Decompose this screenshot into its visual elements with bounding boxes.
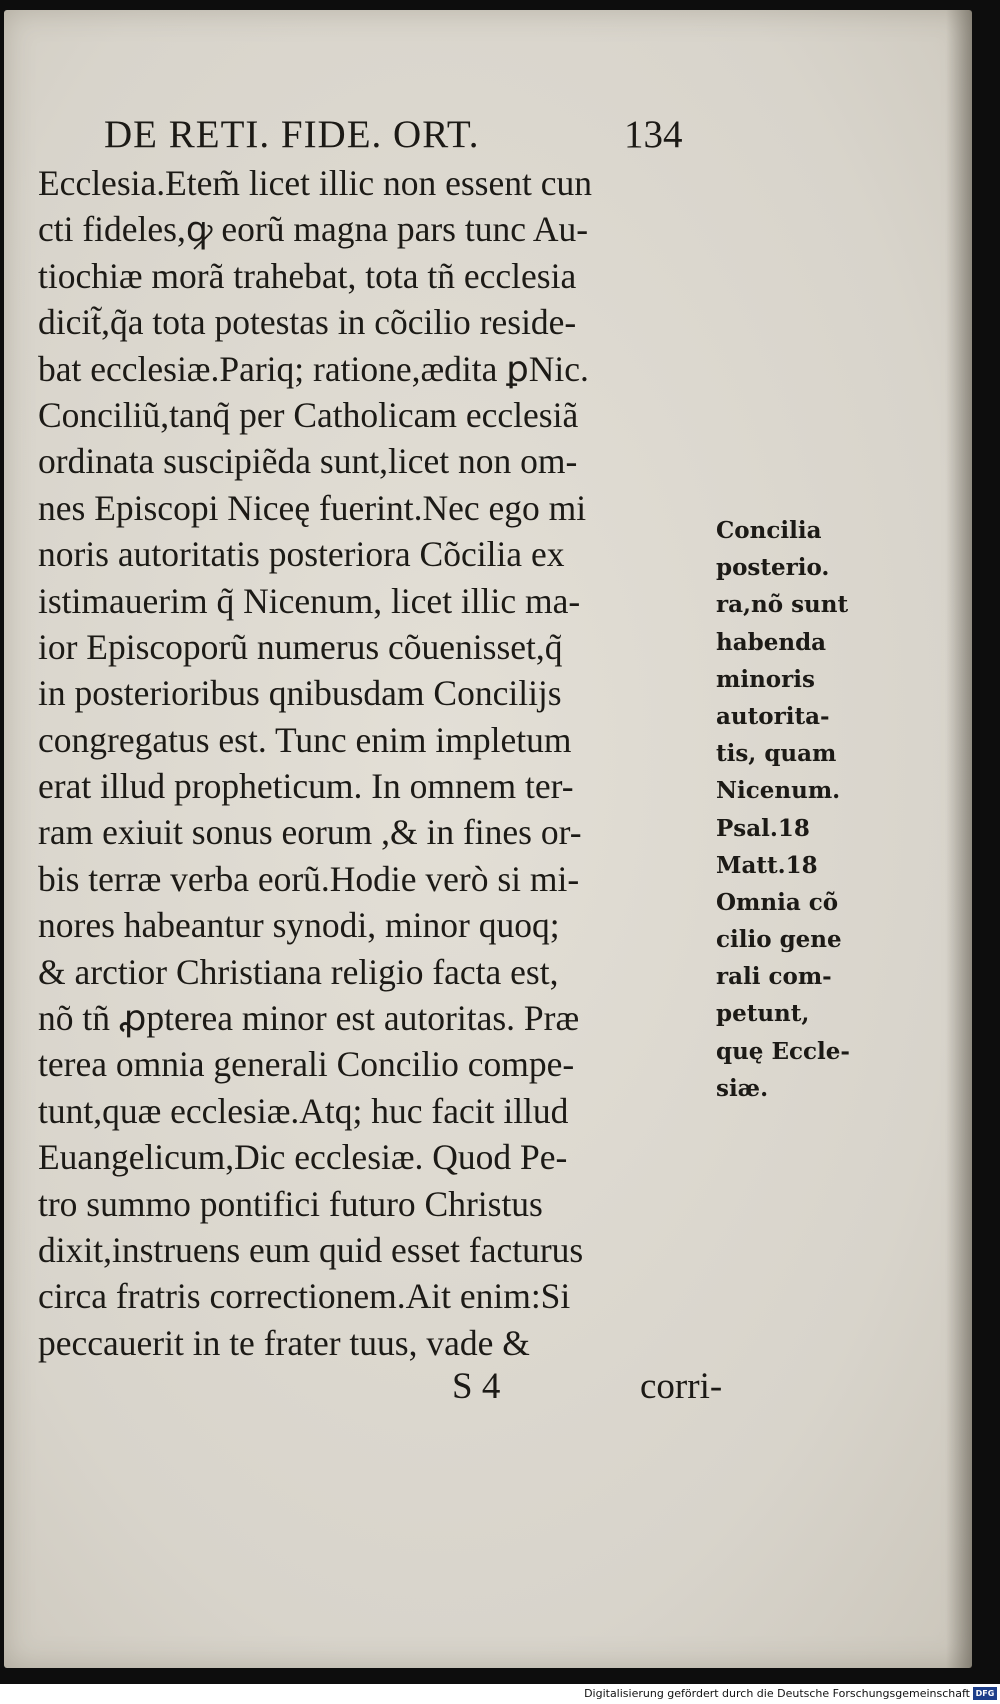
margin-note-line: autorita- xyxy=(716,702,830,730)
margin-note-line: habenda xyxy=(716,628,827,656)
text-line: tiochiæ morã trahebat, tota tñ ecclesia xyxy=(38,255,577,296)
funding-note: Digitalisierung gefördert durch die Deutsche Forschungsgemeinschaft xyxy=(584,1687,970,1700)
text-line: ior Episcoporũ numerus cõuenisset,q̃ xyxy=(38,626,563,667)
text-line: dicit̃,q̃a tota potestas in cõcilio reside- xyxy=(38,302,577,343)
margin-note-line: posterio. xyxy=(716,554,830,582)
text-line: cti fideles,ꝙ eorũ magna pars tunc Au- xyxy=(38,209,589,250)
margin-note-line: quę Eccle- xyxy=(716,1037,850,1065)
running-head: DE RETI. FIDE. ORT. xyxy=(104,113,480,156)
text-line: in posterioribus qnibusdam Concilijs xyxy=(38,673,562,714)
text-line: nores habeantur synodi, minor quoq; xyxy=(38,905,560,946)
text-line: bat ecclesiæ.Pariq; ratione,ædita ꝑNic. xyxy=(38,348,589,389)
margin-note-line: Nicenum. xyxy=(716,777,841,805)
margin-note-line: Concilia xyxy=(716,517,822,544)
margin-note-line: petunt, xyxy=(716,1000,810,1028)
text-line: terea omnia generali Concilio compe- xyxy=(38,1044,575,1085)
text-line: congregatus est. Tunc enim impletum xyxy=(38,719,572,760)
margin-note-line: tis, quam xyxy=(716,740,837,768)
text-line: tunt,quæ ecclesiæ.Atq; huc facit illud xyxy=(38,1090,569,1131)
text-line: tro summo pontifici futuro Christus xyxy=(38,1183,543,1224)
text-line: Euangelicum,Dic ecclesiæ. Quod Pe- xyxy=(38,1137,568,1178)
text-line: circa fratris correctionem.Ait enim:Si xyxy=(38,1276,571,1317)
margin-note-line: minoris xyxy=(716,665,815,693)
text-line: noris autoritatis posteriora Cõcilia ex xyxy=(38,534,565,575)
marginal-notes xyxy=(716,512,886,1107)
margin-note-line: rali com- xyxy=(716,963,832,991)
text-line: & arctior Christiana religio facta est, xyxy=(38,951,559,992)
margin-note-line: Psal.18 xyxy=(716,814,810,842)
dfg-logo-icon: DFG xyxy=(973,1687,997,1700)
folio-number: 134 xyxy=(624,113,683,156)
margin-note-line: siæ. xyxy=(716,1074,769,1102)
text-line: ordinata suscipiẽda sunt,licet non om- xyxy=(38,441,578,482)
text-line: nes Episcopi Niceę fuerint.Nec ego mi xyxy=(38,487,587,528)
body-text xyxy=(38,160,718,1366)
text-line: dixit,instruens eum quid esset facturus xyxy=(38,1229,584,1270)
margin-note-line: cilio gene xyxy=(716,926,842,954)
text-line: erat illud propheticum. In omnem ter- xyxy=(38,766,574,807)
text-line: bis terræ verba eorũ.Hodie verò si mi- xyxy=(38,858,580,899)
text-line: istimauerim q̃ Nicenum, licet illic ma- xyxy=(38,580,581,621)
text-line: ram exiuit sonus eorum ,& in fines or- xyxy=(38,812,582,853)
text-line: nõ tñ ꝓpterea minor est autoritas. Præ xyxy=(38,998,580,1039)
funding-footer xyxy=(0,1684,1000,1704)
margin-note-line: Matt.18 xyxy=(716,851,818,879)
text-line: peccauerit in te frater tuus, vade & xyxy=(38,1322,530,1363)
page-gutter-shadow xyxy=(946,10,972,1668)
signature-mark: S 4 xyxy=(452,1366,501,1407)
margin-note-line: ra,nõ sunt xyxy=(716,591,849,619)
text-line: Ecclesia.Etem̃ licet illic non essent cun xyxy=(38,163,592,203)
text-line: Conciliũ,tanq̃ per Catholicam ecclesiã xyxy=(38,394,579,435)
margin-note-line: Omnia cõ xyxy=(716,888,839,916)
catchword: corri- xyxy=(640,1366,723,1407)
